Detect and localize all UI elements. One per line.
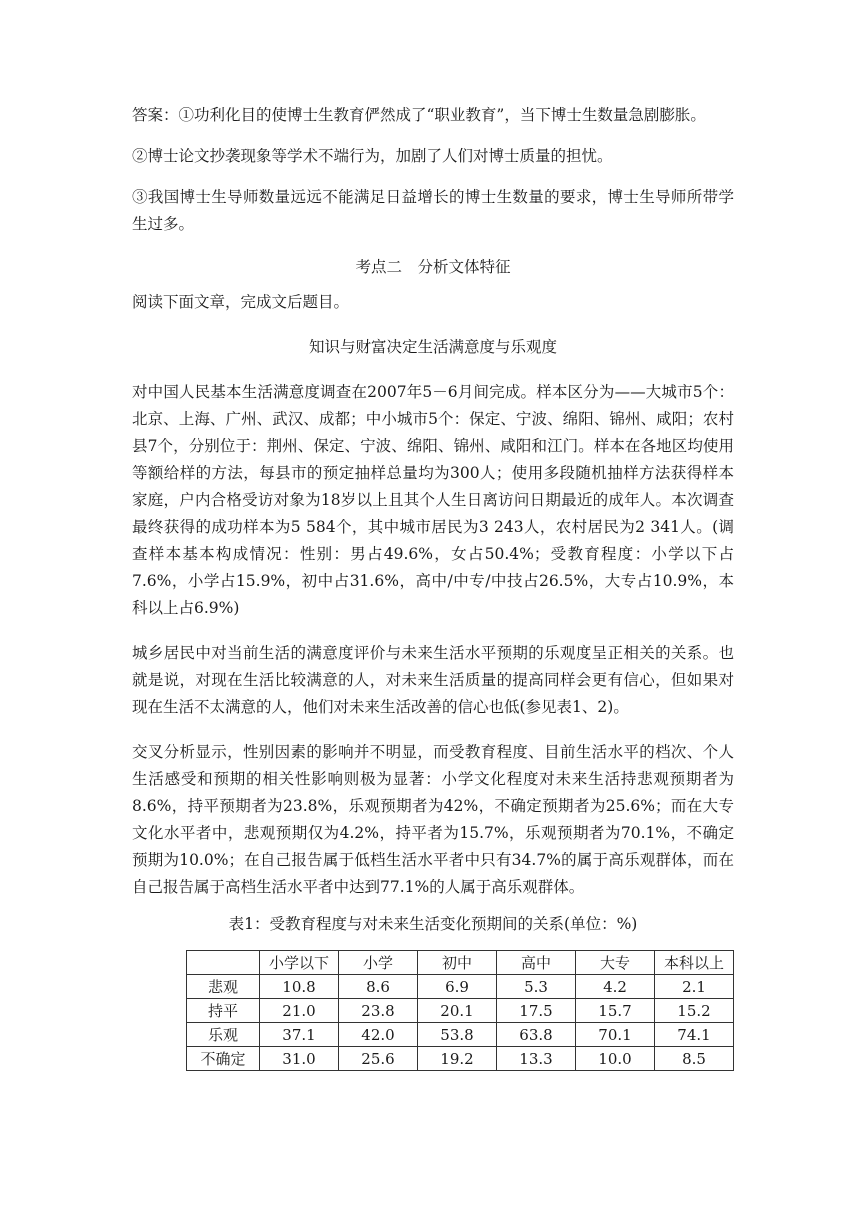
table-cell: 63.8: [497, 1023, 576, 1047]
column-header: 小学: [339, 951, 418, 975]
answer-paragraph-1: 答案：①功利化目的使博士生教育俨然成了“职业教育”，当下博士生数量急剧膨胀。: [132, 106, 706, 124]
table-cell: 19.2: [418, 1047, 497, 1071]
answer-paragraph-2: ②博士论文抄袭现象等学术不端行为，加剧了人们对博士质量的担忧。: [132, 147, 613, 165]
article-paragraph-1: 对中国人民基本生活满意度调查在2007年5－6月间完成。样本区分为——大城市5个：北京、上海、广州、武汉、成都；中小城市5个：保定、宁波、绵阳、锦州、咸阳；农村县7个，分别位于：荆州、保定、宁波、绵阳、锦州、咸阳和江门。样本在各地区均使用等额给样的方法，每县市的预定抽样总量均为300人；使用多段随机抽样方法获得样本家庭，户内合格受访对象为18岁以上且其个人生日离访问日期最近的成年人。本次调查最终获得的成功样本为5 584个，其中城市居民为3 243人，农村居民为2 341人。(调查样本基本构成情况：性别：男占49.6%，女占50.4%；受教育程度：小学以下占7.6%，小学占15.9%，初中占31.6%，高中/中专/中技占26.5%，大专占10.9%，本科以上占6.9%): [132, 383, 734, 617]
table-cell: 6.9: [418, 975, 497, 999]
table-row: [187, 999, 734, 1023]
column-header: 初中: [418, 951, 497, 975]
row-label: 乐观: [187, 1023, 260, 1047]
instruction-text: 阅读下面文章，完成文后题目。: [132, 293, 350, 311]
table-cell: 10.0: [576, 1047, 655, 1071]
table-cell: 53.8: [418, 1023, 497, 1047]
education-expectation-table: [186, 950, 734, 1071]
table-cell: 4.2: [576, 975, 655, 999]
table-row: [187, 975, 734, 999]
table-cell: 70.1: [576, 1023, 655, 1047]
table-cell: 2.1: [655, 975, 734, 999]
table-cell: 74.1: [655, 1023, 734, 1047]
row-label: 悲观: [187, 975, 260, 999]
table-corner-cell: [187, 951, 260, 975]
document-page: [132, 102, 734, 1071]
table-cell: 10.8: [260, 975, 339, 999]
table-cell: 15.7: [576, 999, 655, 1023]
table-cell: 20.1: [418, 999, 497, 1023]
row-label: 持平: [187, 999, 260, 1023]
table-cell: 17.5: [497, 999, 576, 1023]
table-cell: 13.3: [497, 1047, 576, 1071]
table-cell: 8.5: [655, 1047, 734, 1071]
table-cell: 21.0: [260, 999, 339, 1023]
table-header-row: [187, 951, 734, 975]
row-label: 不确定: [187, 1047, 260, 1071]
table-row: [187, 1023, 734, 1047]
table-cell: 8.6: [339, 975, 418, 999]
article-title: 知识与财富决定生活满意度与乐观度: [308, 338, 557, 356]
table-cell: 23.8: [339, 999, 418, 1023]
table-cell: 31.0: [260, 1047, 339, 1071]
column-header: 小学以下: [260, 951, 339, 975]
answer-paragraph-3: ③我国博士生导师数量远远不能满足日益增长的博士生数量的要求，博士生导师所带学生过多。: [132, 188, 734, 233]
column-header: 高中: [497, 951, 576, 975]
table-cell: 37.1: [260, 1023, 339, 1047]
table-cell: 42.0: [339, 1023, 418, 1047]
table-cell: 15.2: [655, 999, 734, 1023]
section-heading: 考点二 分析文体特征: [355, 258, 511, 276]
table-cell: 25.6: [339, 1047, 418, 1071]
table-caption: 表1：受教育程度与对未来生活变化预期间的关系(单位：%): [228, 915, 638, 933]
article-paragraph-2: 城乡居民中对当前生活的满意度评价与未来生活水平预期的乐观度呈正相关的关系。也就是说，对现在生活比较满意的人，对未来生活质量的提高同样会更有信心，但如果对现在生活不太满意的人，他们对未来生活改善的信心也低(参见表1、2)。: [132, 644, 734, 716]
column-header: 本科以上: [655, 951, 734, 975]
column-header: 大专: [576, 951, 655, 975]
table-row: [187, 1047, 734, 1071]
article-paragraph-3: 交叉分析显示，性别因素的影响并不明显，而受教育程度、目前生活水平的档次、个人生活感受和预期的相关性影响则极为显著：小学文化程度对未来生活持悲观预期者为8.6%，持平预期者为23.8%，乐观预期者为42%，不确定预期者为25.6%；而在大专文化水平者中，悲观预期仅为4.2%，持平者为15.7%，乐观预期者为70.1%，不确定预期为10.0%；在自己报告属于低档生活水平者中只有34.7%的属于高乐观群体，而在自己报告属于高档生活水平者中达到77.1%的人属于高乐观群体。: [132, 743, 734, 896]
table-cell: 5.3: [497, 975, 576, 999]
